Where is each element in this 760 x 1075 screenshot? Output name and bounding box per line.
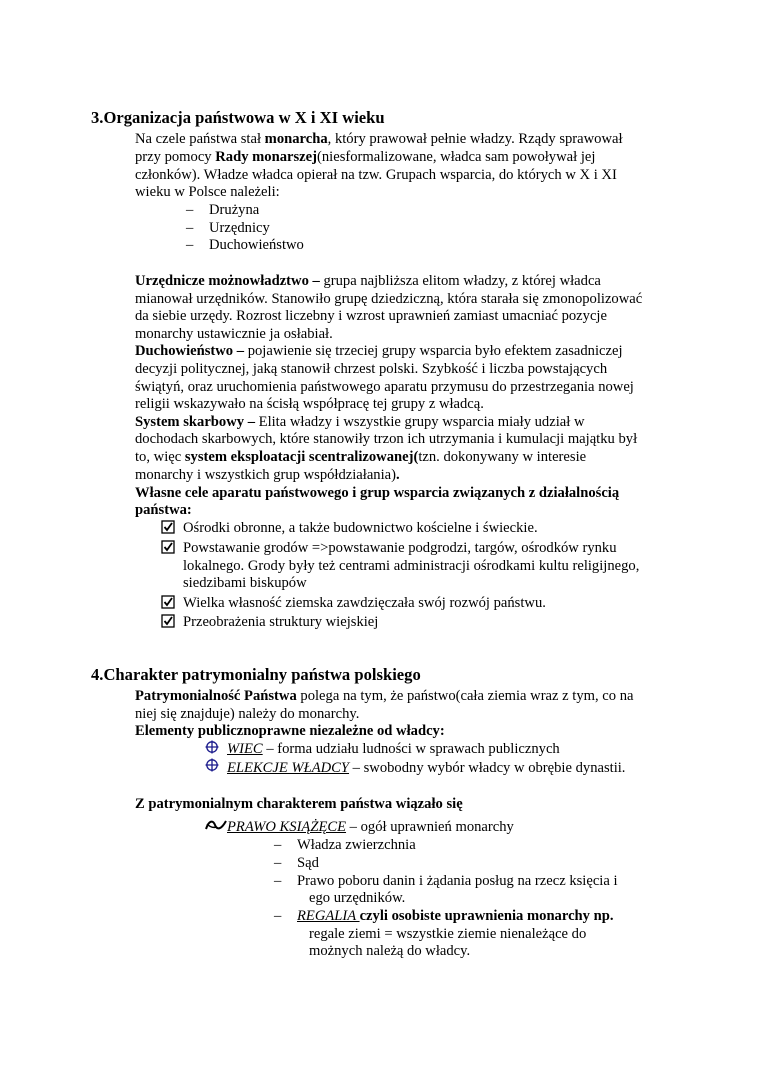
group-item: Drużyna (209, 202, 260, 218)
dash-bullet: – (186, 237, 194, 253)
section-4-title: 4.Charakter patrymonialny państwa polskiego (91, 665, 421, 684)
checklist-item-cont: lokalnego. Grody były też centrami administracji ośrodkami kultu religijnego, (183, 558, 640, 574)
checklist-item: Przeobrażenia struktury wiejskiej (183, 614, 379, 630)
dash-bullet: – (186, 202, 194, 218)
prawo-subitem: Prawo poboru danin i żądania posług na rzecz księcia i (297, 873, 618, 889)
cele-line-2: państwa: (135, 502, 192, 518)
patr-line-2: niej się znajduje) należy do monarchy. (135, 706, 360, 722)
duch-line-1: Duchowieństwo – pojawienie się trzeciej grupy wsparcia było efektem zasadniczej (135, 343, 623, 359)
group-item: Urzędnicy (209, 220, 270, 236)
urz-line-1: Urzędnicze możnowładztwo – grupa najbliższa elitom władzy, z której władca (135, 273, 601, 289)
regalia-line-2: regale ziemi = wszystkie ziemie nienależące do (309, 926, 587, 942)
urz-line-3: da siebie urzędy. Rozrost liczebny i wzrost uprawnień zamiast umacniać pozycje (135, 308, 607, 324)
checklist-item: Powstawanie grodów =>powstawanie podgrodzi, targów, ośrodków rynku (183, 540, 617, 556)
scroll-bullet-icon (204, 818, 228, 832)
crosshair-bullet-icon (205, 758, 219, 772)
regalia-line-3: możnych należą do władcy. (309, 943, 471, 959)
dash-bullet: – (186, 220, 194, 236)
dash-bullet: – (274, 873, 282, 889)
cele-line-1: Własne cele aparatu państwowego i grup wsparcia związanych z działalnością (135, 485, 620, 501)
skarb-line-3: to, więc system eksploatacji scentralizowanej(tzn. dokonywany w interesie (135, 449, 587, 465)
patr-line-1: Patrymonialność Państwa polega na tym, że państwo(cała ziemia wraz z tym, co na (135, 688, 634, 704)
skarb-line-1: System skarbowy – Elita władzy i wszystkie grupy wsparcia miały udział w (135, 414, 585, 430)
prawo-ksiazece-item: PRAWO KSIĄŻĘCE – ogół uprawnień monarchy (227, 819, 514, 835)
checkbox-checked-icon (161, 540, 175, 554)
urz-line-2: mianował urzędników. Stanowiło grupę dziedziczną, która starała się zmonopolizować (135, 291, 643, 307)
wiec-item: WIEC – forma udziału ludności w sprawach publicznych (227, 741, 560, 757)
urz-line-4: monarchy ustawicznie ja osłabiał. (135, 326, 333, 342)
intro-line-1: Na czele państwa stał monarcha, który prawował pełnie władzy. Rządy sprawował (135, 131, 623, 147)
intro-line-4: wieku w Polsce należeli: (135, 184, 280, 200)
z-patrymonialnym-heading: Z patrymonialnym charakterem państwa wiązało się (135, 796, 463, 812)
regalia-line-1: REGALIA czyli osobiste uprawnienia monarchy np. (297, 908, 614, 924)
prawo-subitem: Władza zwierzchnia (297, 837, 416, 853)
dash-bullet: – (274, 837, 282, 853)
checkbox-checked-icon (161, 595, 175, 609)
duch-line-2: decyzji politycznej, jaką stanowił chrzest polski. Szybkość i liczba powstających (135, 361, 608, 377)
duch-line-3: świątyń, oraz uruchomienia państwowego aparatu przymusu do przestrzegania nowej (135, 379, 634, 395)
skarb-line-2: dochodach skarbowych, które stanowiły trzon ich utrzymania i kumulacji majątku był (135, 431, 638, 447)
group-item: Duchowieństwo (209, 237, 304, 253)
section-3-title: 3.Organizacja państwowa w X i XI wieku (91, 108, 385, 127)
skarb-line-4: monarchy i wszystkich grup współdziałania). (135, 467, 400, 483)
duch-line-4: religii wskazywało na ścisłą współpracę tej grupy z władcą. (135, 396, 484, 412)
prawo-subitem-cont: ego urzędników. (309, 890, 406, 906)
crosshair-bullet-icon (205, 740, 219, 754)
intro-line-3: członków). Władze władca opierał na tzw. Grupach wsparcia, do których w X i XI (135, 167, 617, 183)
checklist-item: Ośrodki obronne, a także budownictwo kościelne i świeckie. (183, 520, 538, 536)
prawo-subitem: Sąd (297, 855, 319, 871)
dash-bullet: – (274, 855, 282, 871)
checkbox-checked-icon (161, 520, 175, 534)
checklist-item: Wielka własność ziemska zawdzięczała swój rozwój państwu. (183, 595, 546, 611)
dash-bullet: – (274, 908, 282, 924)
elementy-heading: Elementy publicznoprawne niezależne od władcy: (135, 723, 445, 739)
elekcje-item: ELEKCJE WŁADCY – swobodny wybór władcy w obrębie dynastii. (227, 760, 626, 776)
checkbox-checked-icon (161, 614, 175, 628)
checklist-item-cont: siedzibami biskupów (183, 575, 307, 591)
intro-line-2: przy pomocy Rady monarszej(niesformalizowane, władca sam powoływał jej (135, 149, 596, 165)
